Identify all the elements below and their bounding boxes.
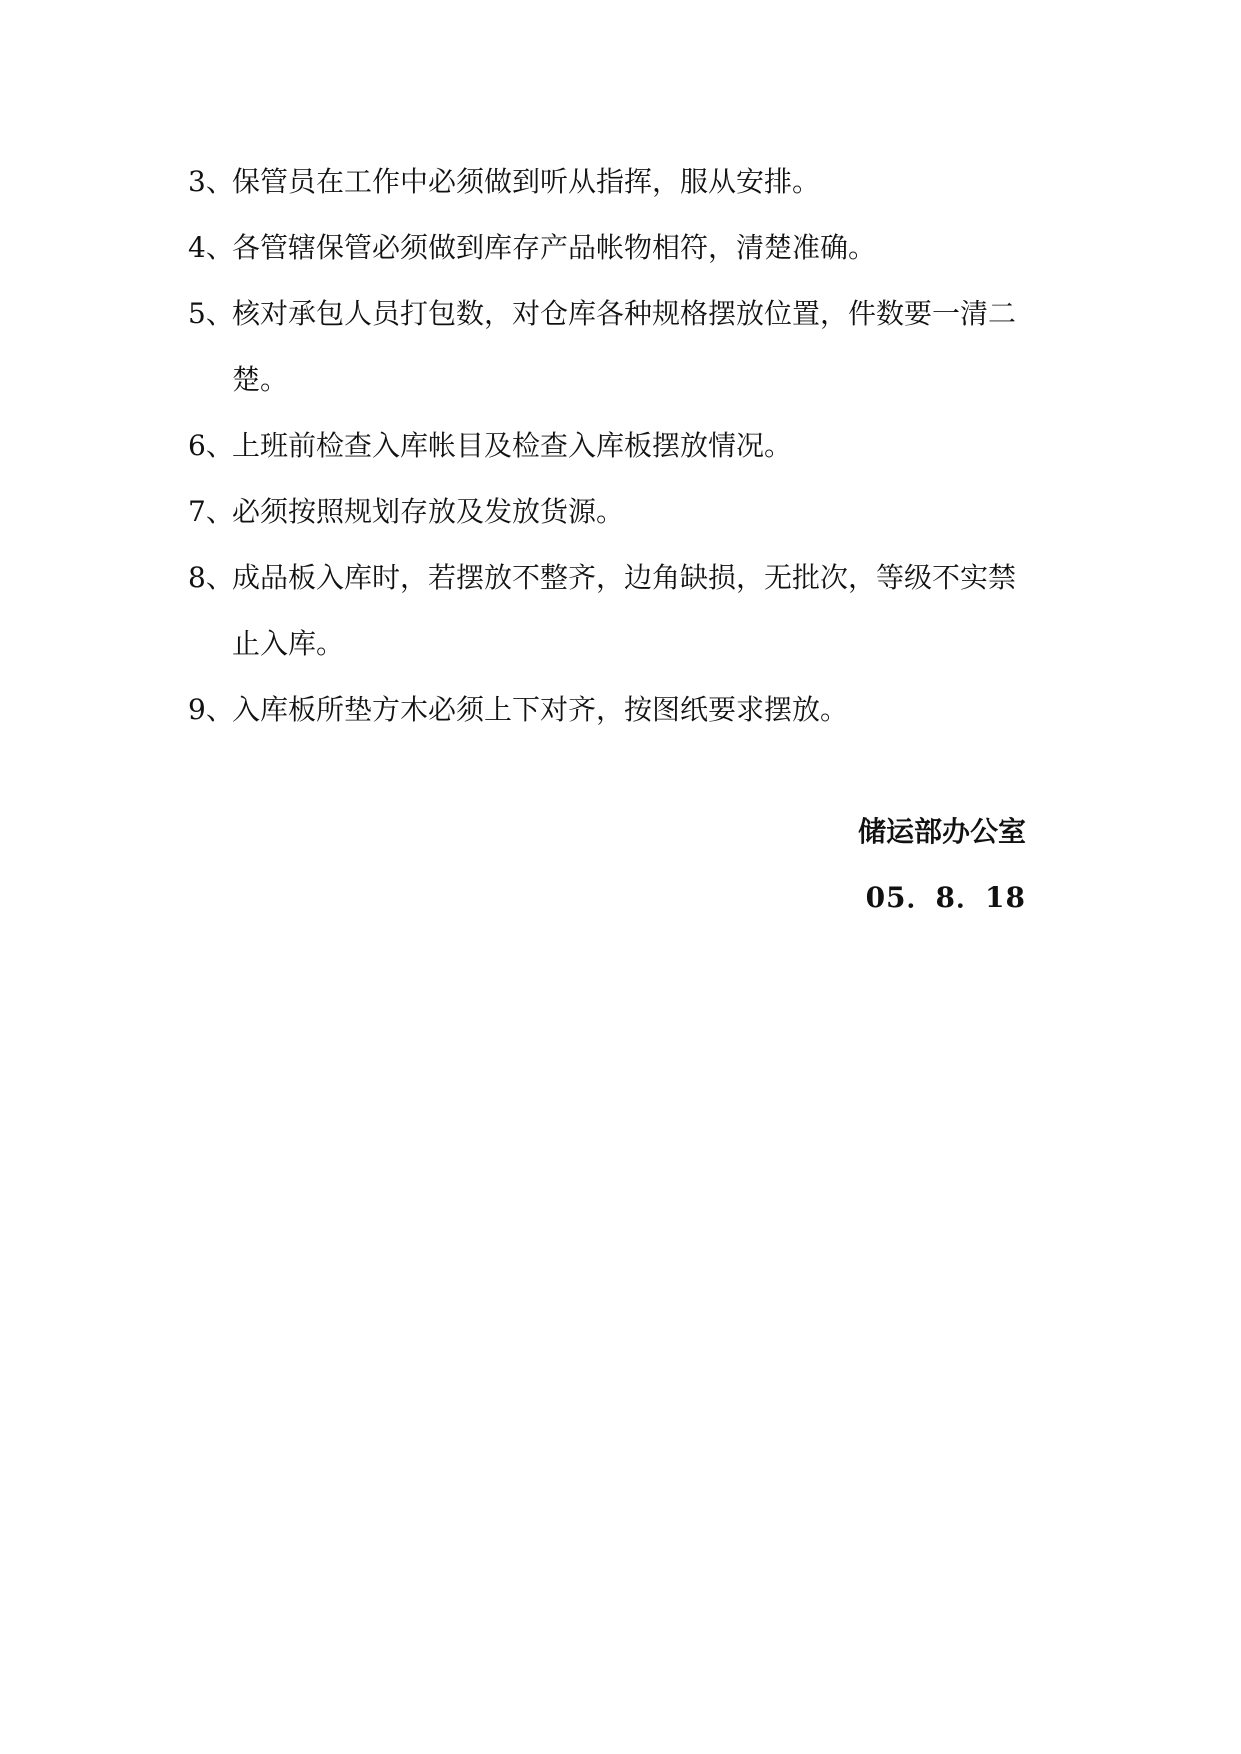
signature-department: 储运部办公室 xyxy=(857,815,1026,848)
list-item xyxy=(188,158,1068,224)
item-number: 6、 xyxy=(188,429,234,462)
list-item xyxy=(188,224,1068,290)
item-text: 成品板入库时，若摆放不整齐，边角缺损，无批次，等级不实禁 xyxy=(232,561,1017,594)
item-number: 7、 xyxy=(188,495,234,528)
item-number: 3、 xyxy=(188,165,234,198)
item-text: 必须按照规划存放及发放货源。 xyxy=(232,495,625,528)
item-text: 各管辖保管必须做到库存产品帐物相符，清楚准确。 xyxy=(232,231,877,264)
item-text: 入库板所垫方木必须上下对齐，按图纸要求摆放。 xyxy=(232,693,849,726)
list-item xyxy=(188,488,1068,554)
list-item xyxy=(188,686,1068,752)
item-text: 核对承包人员打包数，对仓库各种规格摆放位置，件数要一清二 xyxy=(232,297,1017,330)
item-continuation: 止入库。 xyxy=(232,627,345,660)
item-number: 9、 xyxy=(188,693,234,726)
item-number: 5、 xyxy=(188,297,234,330)
item-number: 4、 xyxy=(188,231,234,264)
item-text: 上班前检查入库帐目及检查入库板摆放情况。 xyxy=(232,429,793,462)
rules-list xyxy=(188,158,1068,752)
list-item xyxy=(188,554,1068,620)
list-item xyxy=(188,422,1068,488)
signature-block xyxy=(858,808,1026,922)
item-number: 8、 xyxy=(188,561,234,594)
item-continuation: 楚。 xyxy=(232,363,289,396)
list-item xyxy=(188,290,1068,356)
item-text: 保管员在工作中必须做到听从指挥，服从安排。 xyxy=(232,165,821,198)
signature-date: 05．8．18 xyxy=(865,881,1026,914)
